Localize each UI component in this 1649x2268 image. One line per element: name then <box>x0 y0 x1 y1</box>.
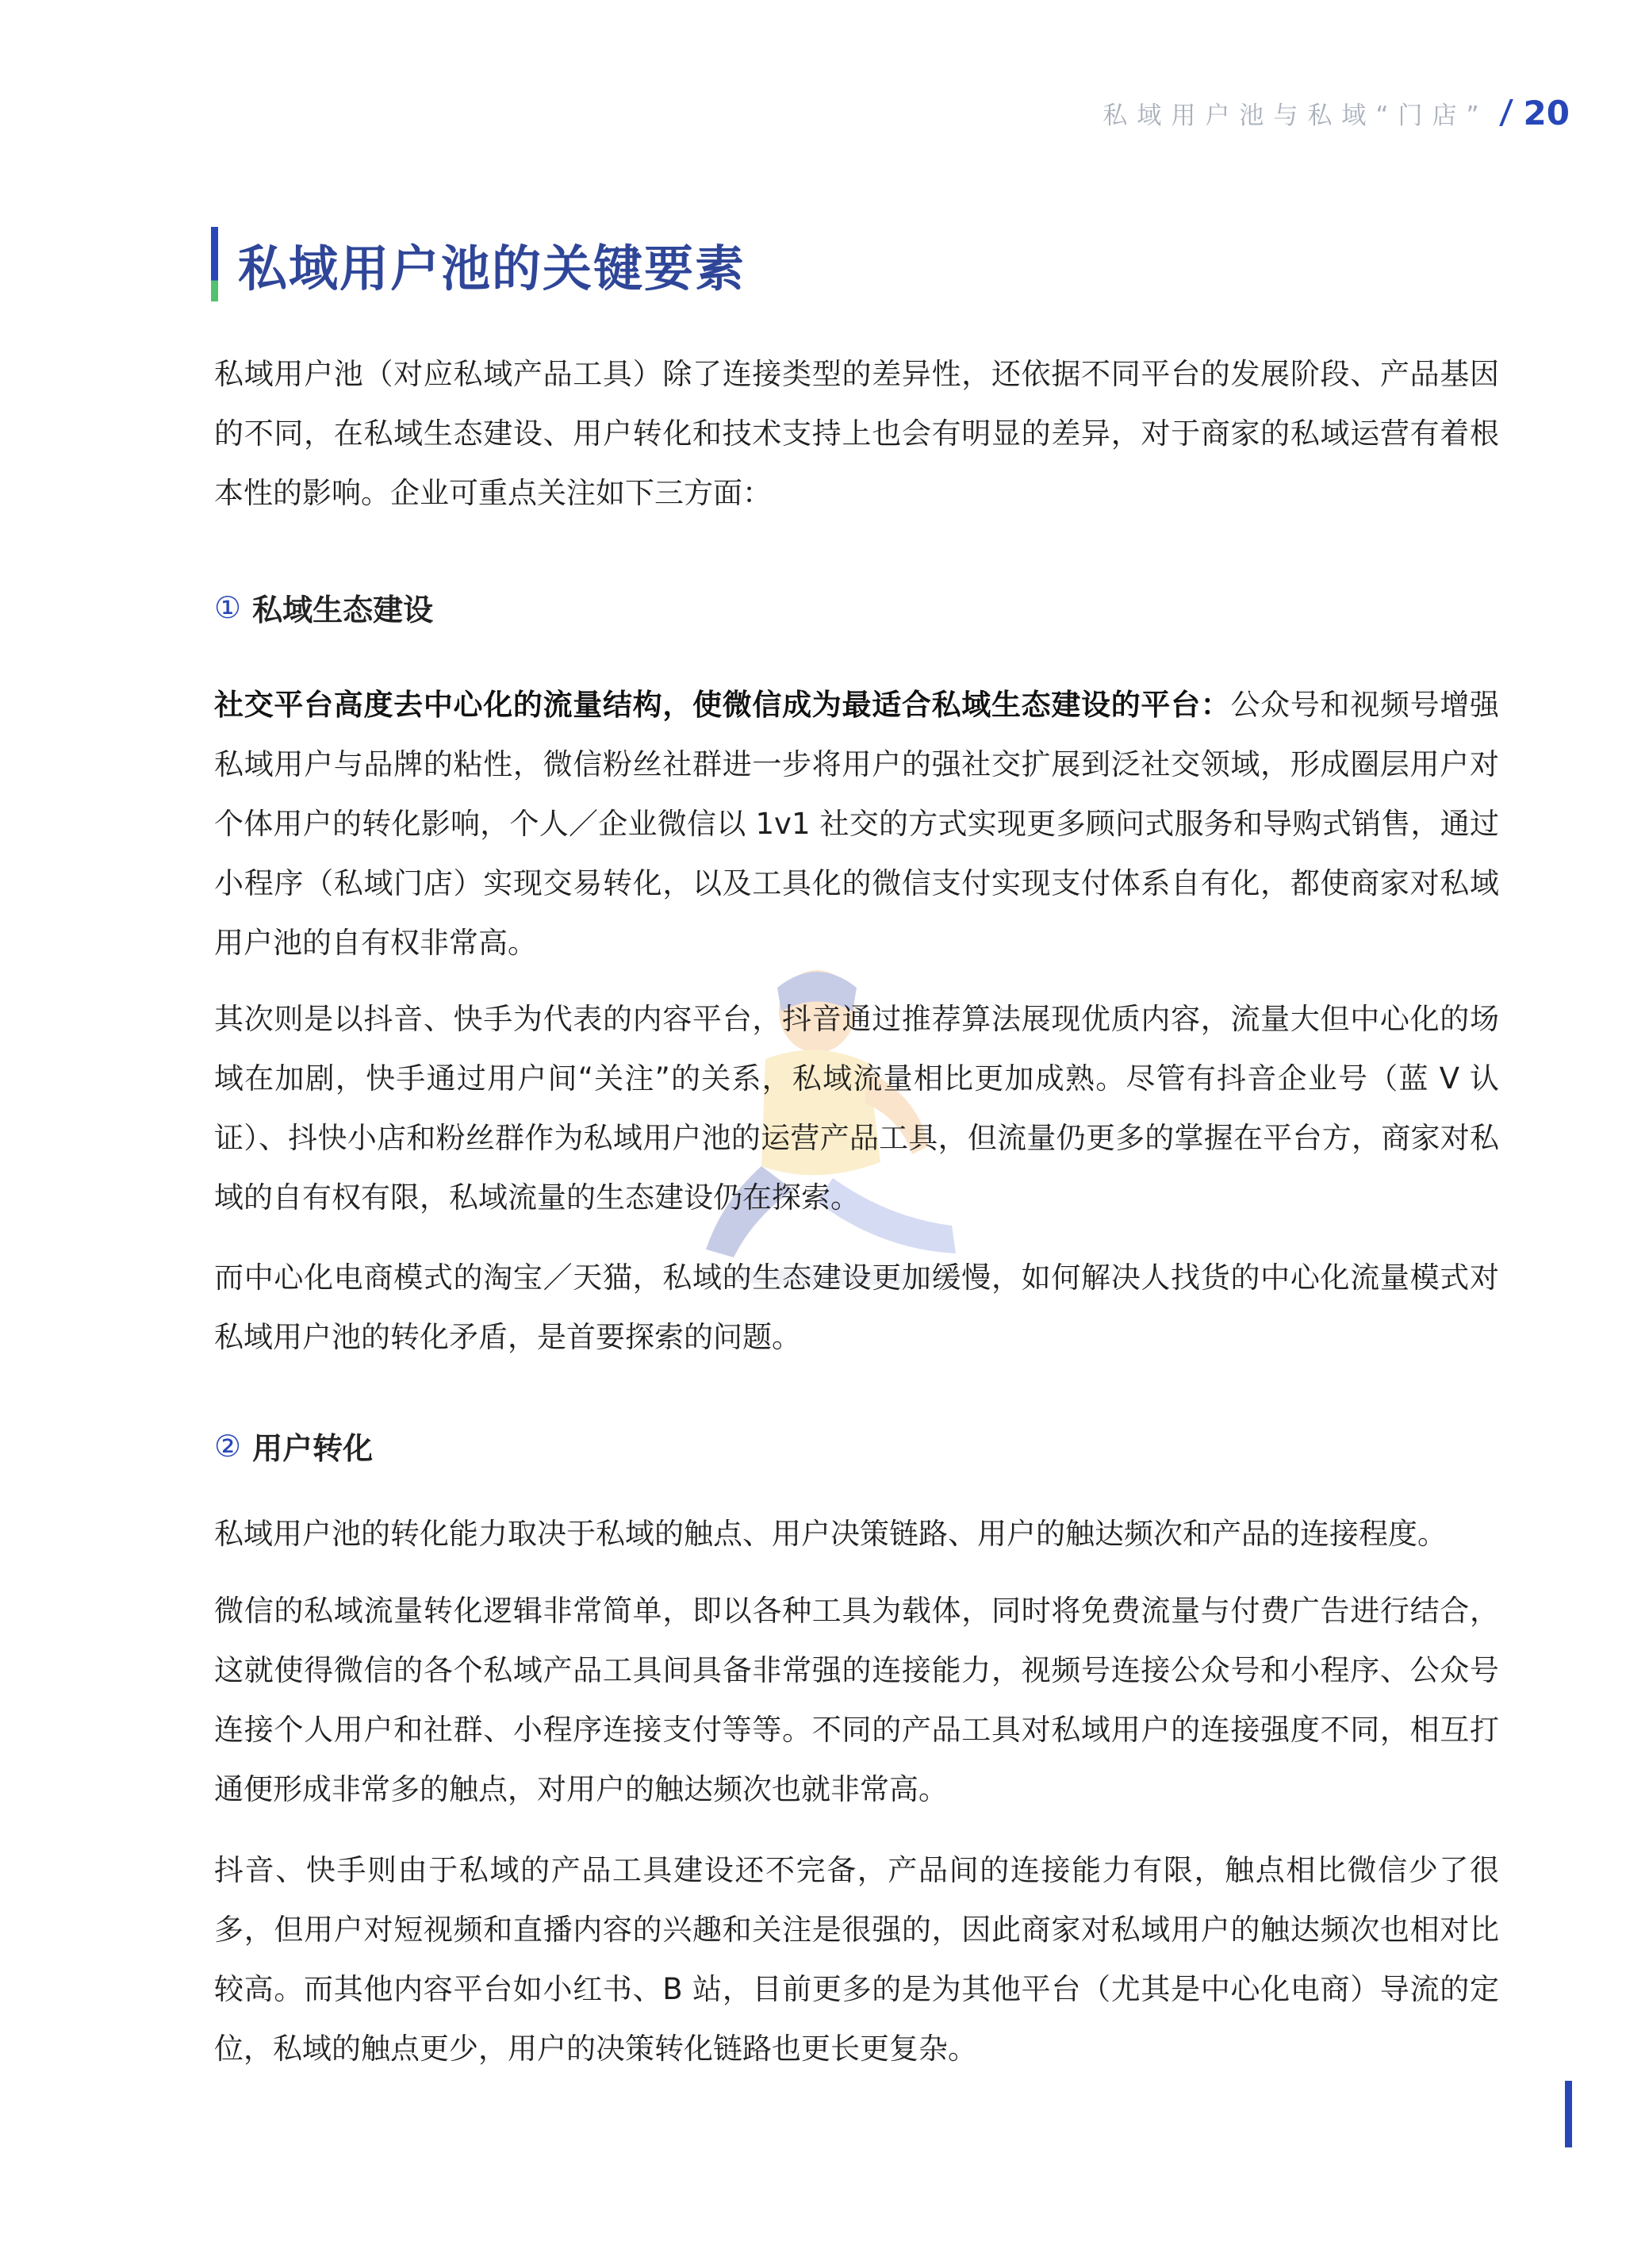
conversion-paragraph-1: 私域用户池的转化能力取决于私域的触点、用户决策链路、用户的触达频次和产品的连接程度。 <box>214 1517 1447 1551</box>
circled-number-1: ① <box>214 589 242 625</box>
conversion-paragraph-2: 微信的私域流量转化逻辑非常简单，即以各种工具为载体，同时将免费流量与付费广告进行结合，这就使得微信的各个私域产品工具间具备非常强的连接能力，视频号连接公众号和小程序、公众号连接个人用户和社群、小程序连接支付等等。不同的产品工具对私域用户的连接强度不同，相互打通便形成非常多的触点，对用户的触达频次也就非常高。 <box>214 1594 1499 1806</box>
subsection-heading-ecosystem <box>214 585 433 629</box>
intro-paragraph: 私域用户池（对应私域产品工具）除了连接类型的差异性，还依据不同平台的发展阶段、产品基因的不同，在私域生态建设、用户转化和技术支持上也会有明显的差异，对于商家的私域运营有着根本性的影响。企业可重点关注如下三方面： <box>214 357 1499 510</box>
corner-accent-bar <box>1565 2081 1572 2147</box>
page-number: 20 <box>1523 93 1570 132</box>
section-title: 私域用户池的关键要素 <box>238 239 746 297</box>
running-title: 私域用户池与私域“门店” <box>1103 101 1489 130</box>
header-divider-slash <box>1499 99 1513 126</box>
circled-number-2: ② <box>214 1428 242 1464</box>
subsection-heading-conversion <box>214 1424 373 1468</box>
ecosystem-paragraph-2: 其次则是以抖音、快手为代表的内容平台，抖音通过推荐算法展现优质内容，流量大但中心化的场域在加剧，快手通过用户间“关注”的关系，私域流量相比更加成熟。尽管有抖音企业号（蓝 V 认证）、抖快小店和粉丝群作为私域用户池的运营产品工具，但流量仍更多的掌握在平台方，商家对私域的自有权有限，私域流量的生态建设仍在探索。 <box>214 1002 1499 1215</box>
ecosystem-paragraph-1 <box>214 675 1499 973</box>
subsection-title: 私域生态建设 <box>252 593 434 627</box>
conversion-paragraph-3: 抖音、快手则由于私域的产品工具建设还不完备，产品间的连接能力有限，触点相比微信少了很多，但用户对短视频和直播内容的兴趣和关注是很强的，因此商家对私域用户的触达频次也相对比较高。而其他内容平台如小红书、B 站，目前更多的是为其他平台（尤其是中心化电商）导流的定位，私域的触点更少，用户的决策转化链路也更长更复杂。 <box>214 1853 1499 2066</box>
subsection-title: 用户转化 <box>252 1431 374 1466</box>
heading-accent-bar <box>211 227 218 301</box>
section-heading <box>211 227 746 301</box>
paragraph-lead-bold: 社交平台高度去中心化的流量结构，使微信成为最适合私域生态建设的平台： <box>214 688 1231 722</box>
ecosystem-paragraph-3: 而中心化电商模式的淘宝／天猫，私域的生态建设更加缓慢，如何解决人找货的中心化流量模式对私域用户池的转化矛盾，是首要探索的问题。 <box>214 1261 1499 1354</box>
paragraph-body: 公众号和视频号增强私域用户与品牌的粘性，微信粉丝社群进一步将用户的强社交扩展到泛社交领域，形成圈层用户对个体用户的转化影响，个人／企业微信以 1v1 社交的方式实现更多顾问式服务和导购式销售，通过小程序（私域门店）实现交易转化，以及工具化的微信支付实现支付体系自有化，都使商家对私域用户池的自有权非常高。 <box>214 688 1500 960</box>
running-header <box>1103 89 1570 136</box>
